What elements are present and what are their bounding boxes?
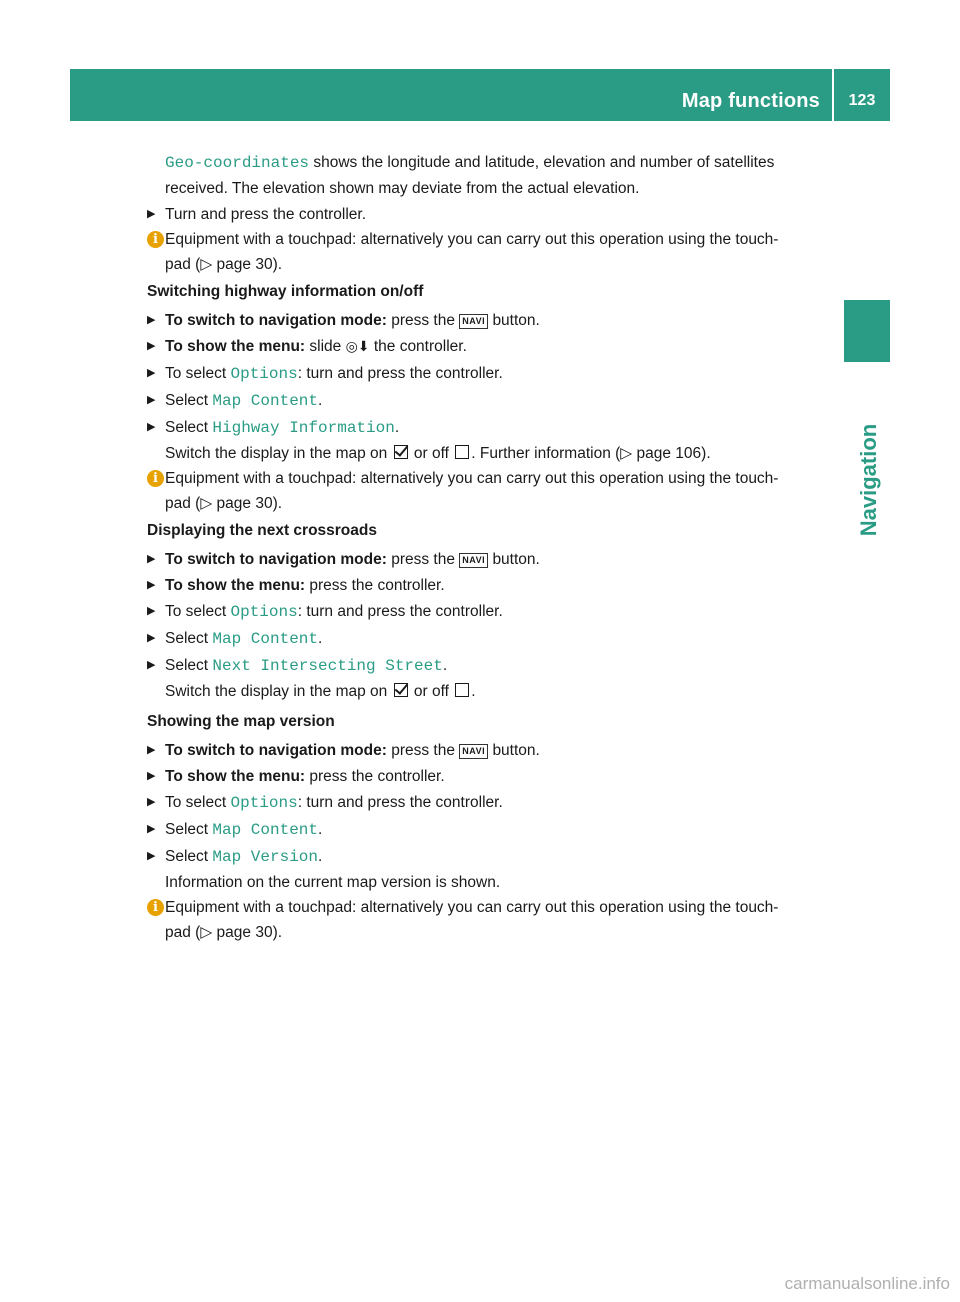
- step-select-options: ▶ To select Options: turn and press the controller.: [147, 361, 837, 387]
- arrow-icon: ▶: [147, 770, 156, 782]
- next-intersecting-street-link[interactable]: Next Intersecting Street: [212, 657, 443, 675]
- arrow-icon: ▶: [147, 208, 156, 220]
- options-link[interactable]: Options: [230, 794, 298, 812]
- page-header: [70, 69, 890, 121]
- controller-slide-icon: ◎⬇: [345, 339, 370, 355]
- arrow-icon: ▶: [147, 314, 156, 326]
- arrow-icon: ▶: [147, 553, 156, 565]
- arrow-icon: ▶: [147, 796, 156, 808]
- page-content: [147, 150, 837, 945]
- arrow-icon: ▶: [147, 744, 156, 756]
- step-nav-mode: ▶ To switch to navigation mode: press the NAVI button.: [147, 308, 837, 333]
- checkbox-unchecked-icon: [455, 445, 469, 459]
- geo-description-cont: received. The elevation shown may deviate from the actual elevation.: [165, 180, 640, 197]
- arrow-icon: ▶: [147, 605, 156, 617]
- navi-button-icon: NAVI: [459, 744, 488, 759]
- step-turn-controller: ▶ Turn and press the controller.: [147, 202, 837, 227]
- heading-crossroads: Displaying the next crossroads: [147, 522, 377, 539]
- checkbox-checked-icon: [394, 683, 408, 697]
- step-select-options: ▶ To select Options: turn and press the controller.: [147, 599, 837, 625]
- side-tab-text: Navigation: [856, 423, 881, 537]
- step-show-menu: ▶ To show the menu: press the controller.: [147, 764, 837, 789]
- arrow-icon: ▶: [147, 632, 156, 644]
- navi-button-icon: NAVI: [459, 553, 488, 568]
- step-select-map-content: ▶ Select Map Content.: [147, 388, 837, 414]
- info-icon: i: [147, 899, 164, 916]
- info-icon: i: [147, 470, 164, 487]
- watermark: carmanualsonline.info: [784, 1274, 950, 1293]
- arrow-icon: ▶: [147, 367, 156, 379]
- highway-information-link[interactable]: Highway Information: [212, 419, 395, 437]
- map-content-link[interactable]: Map Content: [212, 630, 319, 648]
- heading-highway: Switching highway information on/off: [147, 283, 424, 300]
- options-link[interactable]: Options: [230, 365, 298, 383]
- page-number: 123: [848, 92, 876, 109]
- geo-coordinates-link[interactable]: Geo-coordinates: [165, 154, 310, 172]
- map-content-link[interactable]: Map Content: [212, 821, 319, 839]
- arrow-icon: ▶: [147, 421, 156, 433]
- arrow-icon: ▶: [147, 394, 156, 406]
- checkbox-unchecked-icon: [455, 683, 469, 697]
- step-show-menu: ▶ To show the menu: press the controller.: [147, 573, 837, 598]
- navi-button-icon: NAVI: [459, 314, 488, 329]
- step-select-map-content: ▶ Select Map Content.: [147, 817, 837, 843]
- heading-map-version: Showing the map version: [147, 713, 335, 730]
- arrow-icon: ▶: [147, 340, 156, 352]
- step-select-map-version: ▶ Select Map Version. Information on the current map version is shown.: [147, 844, 837, 895]
- options-link[interactable]: Options: [230, 603, 298, 621]
- info-note: i Equipment with a touchpad: alternatively you can carry out this operation using the touch- pad (▷ page 30).: [147, 466, 837, 516]
- step-select-options: ▶ To select Options: turn and press the controller.: [147, 790, 837, 816]
- arrow-icon: ▶: [147, 850, 156, 862]
- geo-description: shows the longitude and latitude, elevation and number of satellites: [309, 154, 775, 171]
- info-icon: i: [147, 231, 164, 248]
- step-nav-mode: ▶ To switch to navigation mode: press the NAVI button.: [147, 738, 837, 763]
- info-note: i Equipment with a touchpad: alternatively you can carry out this operation using the touch- pad (▷ page 30).: [147, 895, 837, 945]
- checkbox-checked-icon: [394, 445, 408, 459]
- map-version-link[interactable]: Map Version: [212, 848, 319, 866]
- map-content-link[interactable]: Map Content: [212, 392, 319, 410]
- arrow-icon: ▶: [147, 579, 156, 591]
- section-title: Map functions: [681, 90, 820, 112]
- geo-coordinates-line: [147, 150, 837, 176]
- arrow-icon: ▶: [147, 659, 156, 671]
- side-tab-marker: [844, 300, 890, 362]
- step-select-highway-info: ▶ Select Highway Information. Switch the display in the map on or off . Further information (▷ page 106).: [147, 415, 837, 466]
- step-select-map-content: ▶ Select Map Content.: [147, 626, 837, 652]
- step-show-menu: ▶ To show the menu: slide ◎⬇ the controller.: [147, 334, 837, 360]
- step-nav-mode: ▶ To switch to navigation mode: press the NAVI button.: [147, 547, 837, 572]
- info-note: i Equipment with a touchpad: alternatively you can carry out this operation using the touch- pad (▷ page 30).: [147, 227, 837, 277]
- step-select-next-street: ▶ Select Next Intersecting Street. Switch the display in the map on or off .: [147, 653, 837, 704]
- arrow-icon: ▶: [147, 823, 156, 835]
